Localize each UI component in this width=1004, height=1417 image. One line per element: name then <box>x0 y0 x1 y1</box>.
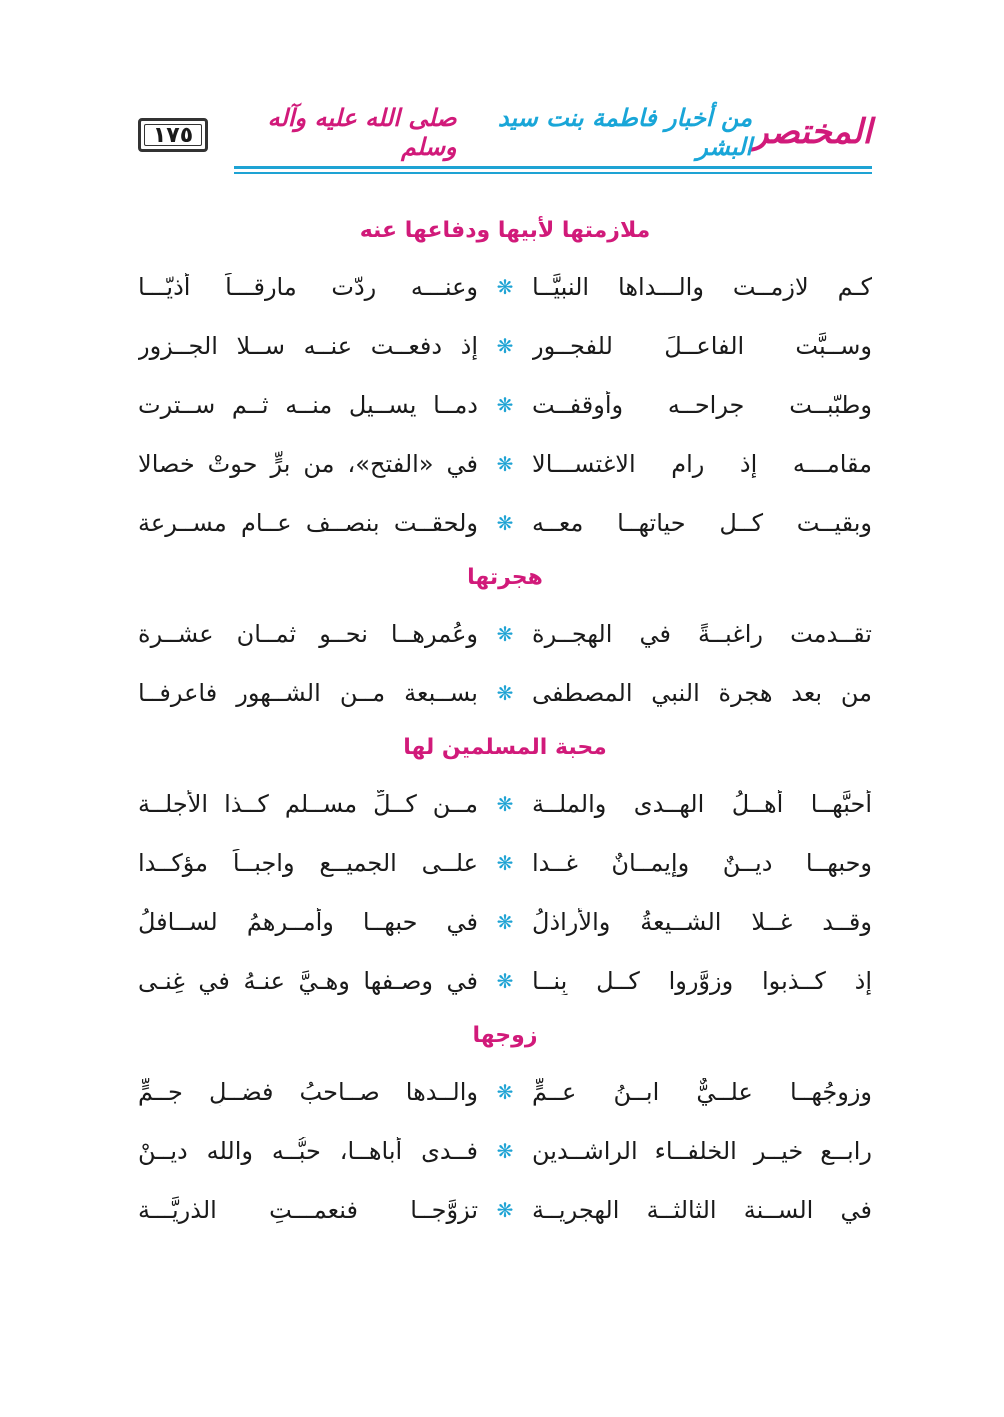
verse-second-hemistich: مــن كــلِّ مســلمٍ كــذا الأجلــة <box>138 789 478 818</box>
verse-first-hemistich: وحبهــا ديــنٌ وإيمــانٌ غــدا <box>532 848 872 877</box>
star-separator-icon: ❋ <box>496 392 514 417</box>
verse-line <box>138 951 872 1010</box>
header-divider <box>234 166 872 169</box>
star-separator-icon: ❋ <box>496 621 514 646</box>
verse-second-hemistich: علــى الجميــع واجبــاً مؤكــدا <box>138 848 478 877</box>
section-title: ملازمتها لأبيها ودفاعها عنه <box>359 218 651 243</box>
verse-line <box>138 604 872 663</box>
poem-body <box>138 205 872 1239</box>
verse-second-hemistich: دمــا يســيل منــه ثــم ســترت <box>138 390 478 419</box>
verse-line <box>138 833 872 892</box>
star-separator-icon: ❋ <box>496 791 514 816</box>
verse-line <box>138 257 872 316</box>
section-title: زوجها <box>472 1023 538 1048</box>
page-number: ١٧٥ <box>138 118 208 152</box>
star-separator-icon: ❋ <box>496 451 514 476</box>
header-divider-thin <box>234 172 872 174</box>
verse-first-hemistich: تقــدمت راغبــةً في الهجــرة <box>532 619 872 648</box>
verse-line <box>138 892 872 951</box>
verse-second-hemistich: وعُمرهــا نحــو ثمــان عشــرة <box>138 619 478 648</box>
verse-first-hemistich: وطبّبــت جراحــه وأوقفــت <box>532 390 872 419</box>
verse-first-hemistich: رابــع خيــر الخلفــاء الراشــدين <box>532 1136 872 1165</box>
star-separator-icon: ❋ <box>496 1138 514 1163</box>
verse-second-hemistich: تزوَّجــا فنعمـــتِ الذريَّـــة <box>138 1195 478 1224</box>
verse-first-hemistich: وبقيــت كــل حياتهــا معــه <box>532 508 872 537</box>
star-separator-icon: ❋ <box>496 909 514 934</box>
verse-first-hemistich: مقامـــه إذ رام الاغتســـالا <box>532 449 872 478</box>
verse-line <box>138 493 872 552</box>
page-header <box>138 100 872 180</box>
star-separator-icon: ❋ <box>496 680 514 705</box>
verse-first-hemistich: وســبَّت الفاعــلَ للفجــورِ <box>532 331 872 360</box>
verse-first-hemistich: من بعد هجرة النبي المصطفى <box>532 678 872 707</box>
star-separator-icon: ❋ <box>496 850 514 875</box>
star-separator-icon: ❋ <box>496 968 514 993</box>
verse-first-hemistich: أحبَّهــا أهــلُ الهــدى والملــة <box>532 789 872 818</box>
verse-line <box>138 663 872 722</box>
star-separator-icon: ❋ <box>496 274 514 299</box>
star-separator-icon: ❋ <box>496 1079 514 1104</box>
verse-second-hemistich: في حبهــا وأمــرهمُ لســافلُ <box>138 907 478 936</box>
verse-first-hemistich: كـم لازمــت والـــداها النبيَّــا <box>532 272 872 301</box>
section-title: هجرتها <box>467 565 543 590</box>
verse-line <box>138 774 872 833</box>
verse-first-hemistich: في الســنة الثالثــة الهجريــة <box>532 1195 872 1224</box>
verse-second-hemistich: إذ دفعــت عنــه ســلا الجــزورِ <box>138 331 478 360</box>
verse-second-hemistich: وعنـــه ردّت مارقـــاً أذيّـــا <box>138 272 478 301</box>
verse-line <box>138 1062 872 1121</box>
verse-second-hemistich: فــدى أباهــا، حبُّــه والله ديــنْ <box>138 1136 478 1165</box>
verse-line <box>138 316 872 375</box>
star-separator-icon: ❋ <box>496 510 514 535</box>
verse-line <box>138 375 872 434</box>
verse-line <box>138 1121 872 1180</box>
verse-first-hemistich: وزوجُهــا علــيٌّ ابــنُ عــمٍّ <box>532 1077 872 1106</box>
book-title-banner <box>222 104 872 160</box>
verse-first-hemistich: إذ كــذبوا وزوَّروا كــل بِنــا <box>532 966 872 995</box>
verse-second-hemistich: ولحقــت بنصــف عــامٍ مســرعة <box>138 508 478 537</box>
verse-line <box>138 434 872 493</box>
verse-second-hemistich: والــدها صــاحبُ فضــلٍ جــمٍّ <box>138 1077 478 1106</box>
verse-line <box>138 1180 872 1239</box>
star-separator-icon: ❋ <box>496 1197 514 1222</box>
book-title-subtitle: من أخبار فاطمة بنت سيد البشر <box>497 103 753 161</box>
star-separator-icon: ❋ <box>496 333 514 358</box>
verse-first-hemistich: وقــد غــلا الشــيعةُ والأراذلُ <box>532 907 872 936</box>
section-title: محبة المسلمين لها <box>403 735 607 760</box>
verse-second-hemistich: بســبعة مــن الشــهور فاعرفــا <box>138 678 478 707</box>
verse-second-hemistich: في «الفتح»، من برٍّ حوتْ خصالا <box>138 449 478 478</box>
verse-second-hemistich: في وصـفها وهـيَّ عنـهُ في غِنـى <box>138 966 478 995</box>
book-title-salawat: صلى الله عليه وآله وسلم <box>267 103 457 161</box>
book-title-main: المختصر <box>752 112 872 152</box>
